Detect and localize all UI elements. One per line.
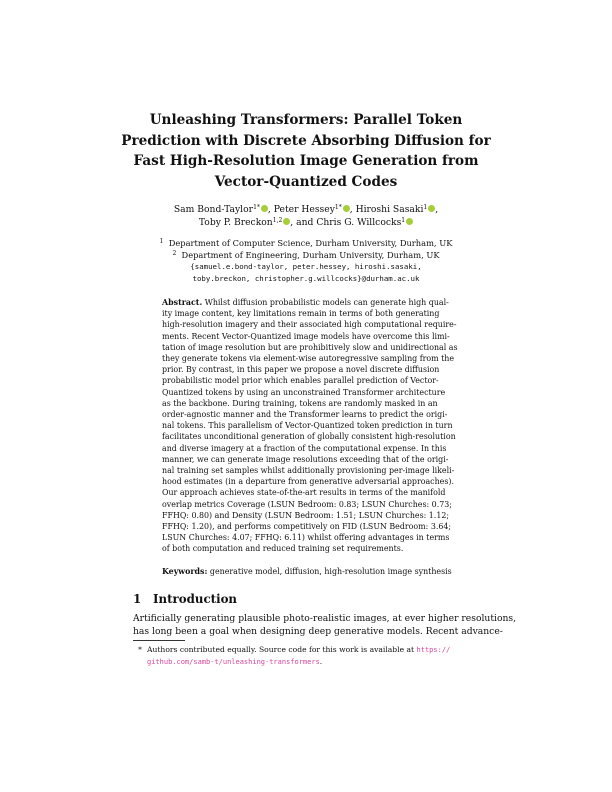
affiliation-text: Department of Engineering, Durham University, Durham, UK: [181, 249, 440, 260]
author-affil-mark: 1*: [253, 204, 260, 211]
abstract-line: they generate tokens via element-wise autoregressive sampling from the: [162, 354, 455, 364]
footnote-mark: *: [138, 645, 142, 654]
section-number: 1: [133, 592, 142, 606]
title-line: Unleashing Transformers: Parallel Token: [149, 112, 463, 128]
section-heading: [133, 592, 237, 606]
footnote-line-2: [133, 656, 481, 668]
author-affil-mark: 1*: [334, 204, 342, 211]
affiliation-2: [130, 250, 482, 262]
abstract-line: tation of image resolution but are prohibitively slow and unidirectional as: [162, 342, 458, 352]
author-name: Chris G. Willcocks: [316, 217, 402, 229]
author-line-2: Toby P. Breckon$^{1,2}$ , and Chris G. Willcocks$^1$: [130, 216, 482, 229]
footnote-rule: [133, 640, 185, 641]
author-name: Sam Bond-Taylor: [173, 204, 254, 215]
footnote: [133, 644, 481, 668]
affil-mark: 2: [172, 249, 177, 257]
orcid-icon[interactable]: [261, 205, 268, 212]
footnote-line-1: [133, 644, 481, 656]
footnote-link[interactable]: https://: [416, 646, 451, 654]
paper-title: [120, 110, 492, 192]
author-name: Hiroshi Sasaki: [355, 204, 424, 215]
abstract-line: FFHQ: 1.20), and performs competitively on FID (LSUN Bedroom: 3.64;: [162, 522, 452, 532]
author-list: [130, 203, 482, 230]
title-line: Vector-Quantized Codes: [214, 173, 398, 190]
title-line: Fast High-Resolution Image Generation from: [133, 153, 479, 169]
abstract-line: manner, we can generate image resolutions exceeding that of the origi-: [162, 454, 449, 464]
abstract-line: Our approach achieves state-of-the-art results in terms of the manifold: [162, 488, 446, 498]
abstract-line: ity image content, key limitations remain in terms of both generating: [162, 309, 440, 319]
abstract: [162, 297, 458, 555]
abstract-line: hood estimates (in a departure from generative adversarial approaches).: [162, 477, 454, 487]
abstract-line: prior. By contrast, in this paper we propose a novel discrete diffusion: [162, 365, 440, 375]
orcid-icon[interactable]: [343, 205, 350, 212]
keywords-label: Keywords:: [162, 567, 208, 576]
abstract-line: high-resolution imagery and their associated high computational require-: [162, 320, 457, 330]
abstract-line: nal training set samples whilst additionally provisioning per-image likeli-: [162, 466, 455, 476]
author-affil-mark: 1: [401, 217, 406, 225]
footnote-text: Authors contributed equally. Source code for this work is available at: [147, 645, 415, 654]
author-name: Toby P. Breckon: [198, 217, 273, 229]
intro-line: has long been a goal when designing deep generative models. Recent advance-: [133, 626, 503, 637]
section-title: Introduction: [153, 592, 238, 606]
affiliations: [130, 238, 482, 285]
email-line: toby.breckon, christopher.g.willcocks}@durham.ac.uk: [192, 274, 420, 284]
abstract-line: probabilistic model prior which enables parallel prediction of Vector-: [162, 376, 439, 386]
intro-line: Artificially generating plausible photo-realistic images, at ever higher resolutions,: [133, 613, 517, 624]
keywords: [162, 566, 452, 577]
abstract-line: of both computation and reduced training set requirements.: [162, 544, 404, 554]
keywords-text: generative model, diffusion, high-resolution image synthesis: [209, 567, 452, 576]
abstract-line: nal tokens. This parallelism of Vector-Quantized token prediction in turn: [162, 421, 453, 431]
abstract-line: facilitates unconditional generation of globally consistent high-resolution: [162, 432, 456, 442]
footnote-end: .: [319, 657, 323, 666]
author-affil-mark: 1,2: [272, 217, 283, 225]
title-line: Prediction with Discrete Absorbing Diffusion for: [121, 132, 491, 149]
orcid-icon[interactable]: [283, 218, 290, 225]
author-conjunction: and: [296, 217, 314, 229]
abstract-line: FFHQ: 0.80) and Density (LSUN Bedroom: 1.51; LSUN Churches: 1.12;: [162, 510, 450, 520]
intro-paragraph: [133, 612, 517, 638]
author-name: Peter Hessey: [273, 204, 335, 215]
abstract-line: Quantized tokens by using an unconstrained Transformer architecture: [162, 387, 446, 397]
email-line: {samuel.e.bond-taylor, peter.hessey, hiroshi.sasaki,: [190, 262, 422, 272]
abstract-line: ments. Recent Vector-Quantized image models have overcome this limi-: [162, 331, 450, 341]
abstract-line: order-agnostic manner and the Transformer learns to predict the origi-: [162, 410, 448, 420]
orcid-icon[interactable]: [406, 218, 413, 225]
author-line-1: Sam Bond-Taylor$^{1*}$ , Peter Hessey$^{1*}$ , Hiroshi Sasaki$^1$ ,: [173, 204, 439, 215]
abstract-label: Abstract.: [162, 298, 203, 307]
orcid-icon[interactable]: [428, 205, 435, 212]
abstract-line: [162, 297, 452, 308]
abstract-line: overlap metrics Coverage (LSUN Bedroom: 0.83; LSUN Churches: 0.73;: [162, 499, 452, 509]
abstract-line: as the backbone. During training, tokens are randomly masked in an: [162, 398, 438, 408]
affil-mark: 1: [159, 238, 164, 245]
author-affil-mark: 1: [423, 204, 428, 211]
footnote-link[interactable]: github.com/samb-t/unleashing-transformers: [147, 658, 320, 666]
affiliation-1: [130, 238, 482, 250]
affiliation-text: Department of Computer Science, Durham University, Durham, UK: [168, 238, 453, 248]
abstract-line: and diverse imagery at a fraction of the computational expense. In this: [162, 443, 447, 453]
abstract-line: LSUN Churches: 4.07; FFHQ: 6.11) whilst offering advantages in terms: [162, 533, 450, 543]
abstract-text: Whilst diffusion probabilistic models can generate high qual-: [204, 298, 449, 307]
